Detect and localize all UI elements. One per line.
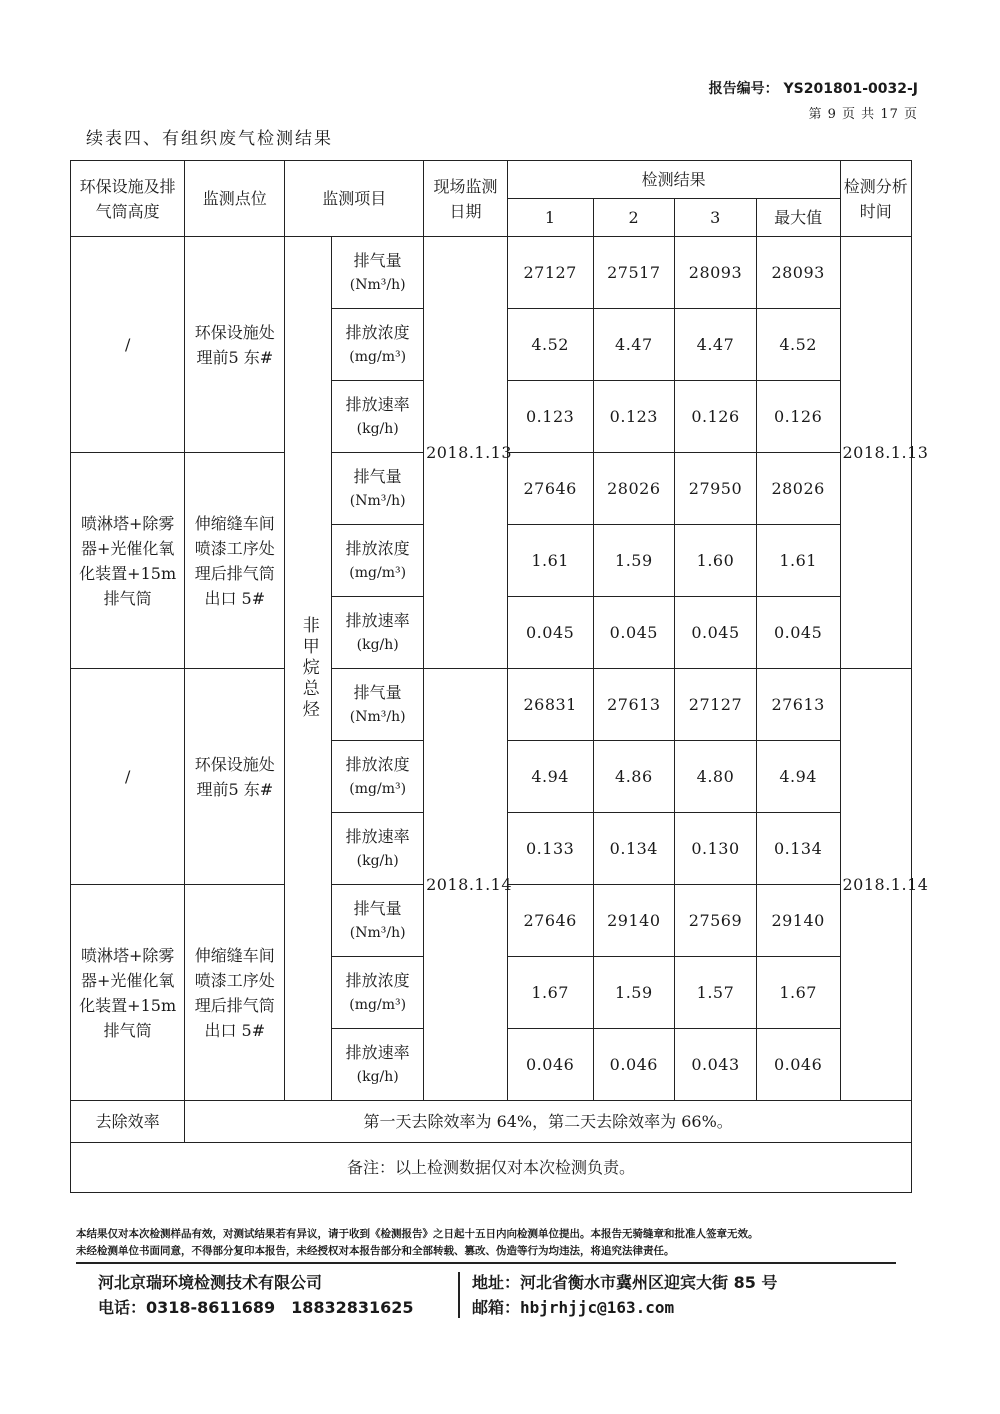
value-cell: 0.046	[756, 1029, 840, 1101]
facility-cell: 喷淋塔+除雾器+光催化氧化装置+15m 排气筒	[71, 885, 185, 1101]
param-unit: (Nm³/h)	[349, 708, 406, 725]
report-number: 报告编号： YS201801-0032-J	[708, 81, 918, 97]
param-unit: (Nm³/h)	[349, 924, 406, 941]
value-cell: 0.045	[675, 597, 757, 669]
param-name: 排放速率	[345, 1042, 410, 1062]
value-cell: 27646	[507, 453, 593, 525]
param-unit: (kg/h)	[356, 1068, 399, 1085]
value-cell: 0.045	[507, 597, 593, 669]
value-cell: 26831	[507, 669, 593, 741]
value-cell: 1.61	[507, 525, 593, 597]
value-cell: 27517	[593, 237, 675, 309]
email-label: 邮箱：	[472, 1298, 521, 1317]
address: 地址：河北省衡水市冀州区迎宾大街 85 号	[472, 1273, 778, 1292]
param-unit: (Nm³/h)	[349, 492, 406, 509]
value-cell: 4.80	[675, 741, 757, 813]
param-cell	[332, 309, 424, 381]
value-cell: 27569	[675, 885, 757, 957]
value-cell: 28026	[756, 453, 840, 525]
param-cell	[332, 453, 424, 525]
param-cell	[332, 597, 424, 669]
contact-separator	[458, 1272, 460, 1318]
param-cell	[332, 741, 424, 813]
point-cell: 环保设施处理前5 东#	[185, 237, 285, 453]
phone: 电话：0318-8611689 18832831625	[98, 1298, 414, 1317]
facility-cell: /	[71, 669, 185, 885]
value-cell: 4.52	[756, 309, 840, 381]
analysis-time-cell: 2018.1.14	[840, 669, 912, 1101]
param-unit: (kg/h)	[356, 636, 399, 653]
value-cell: 27950	[675, 453, 757, 525]
footer	[76, 1226, 916, 1320]
email: hbjrhjjc@163.com	[520, 1298, 675, 1317]
value-cell: 0.043	[675, 1029, 757, 1101]
value-cell: 27127	[675, 669, 757, 741]
facility-cell: /	[71, 237, 185, 453]
monitor-item-label: 非甲烷总烃	[298, 616, 319, 721]
value-cell: 0.045	[756, 597, 840, 669]
value-cell: 1.59	[593, 525, 675, 597]
param-name: 排放速率	[345, 610, 410, 630]
point-cell: 环保设施处理前5 东#	[185, 669, 285, 885]
param-unit: (mg/m³)	[349, 348, 407, 365]
value-cell: 1.67	[756, 957, 840, 1029]
value-cell: 4.47	[675, 309, 757, 381]
value-cell: 4.94	[756, 741, 840, 813]
point-cell: 伸缩缝车间喷漆工序处理后排气筒出口 5#	[185, 885, 285, 1101]
value-cell: 28093	[756, 237, 840, 309]
value-cell: 27127	[507, 237, 593, 309]
value-cell: 0.126	[675, 381, 757, 453]
point-cell: 伸缩缝车间喷漆工序处理后排气筒出口 5#	[185, 453, 285, 669]
param-name: 排放速率	[345, 394, 410, 414]
param-cell	[332, 381, 424, 453]
param-cell	[332, 813, 424, 885]
header-date: 现场监测日期	[424, 161, 508, 237]
header-results: 检测结果	[507, 161, 840, 199]
header-result-1: 1	[507, 199, 593, 237]
disclaimer-line-1: 本结果仅对本次检测样品有效，对测试结果若有异议，请于收到《检测报告》之日起十五日内向检测单位提出。本报告无骑缝章和批准人签章无效。	[76, 1228, 759, 1240]
header-facility: 环保设施及排气筒高度	[71, 161, 185, 237]
value-cell: 27646	[507, 885, 593, 957]
value-cell: 29140	[756, 885, 840, 957]
email-line	[472, 1295, 777, 1320]
value-cell: 0.134	[756, 813, 840, 885]
value-cell: 1.59	[593, 957, 675, 1029]
param-cell	[332, 237, 424, 309]
header-item: 监测项目	[285, 161, 424, 237]
footer-divider	[76, 1262, 896, 1264]
param-name: 排气量	[353, 898, 402, 918]
value-cell: 0.133	[507, 813, 593, 885]
value-cell: 1.67	[507, 957, 593, 1029]
value-cell: 4.47	[593, 309, 675, 381]
value-cell: 29140	[593, 885, 675, 957]
param-name: 排放浓度	[345, 970, 410, 990]
value-cell: 1.57	[675, 957, 757, 1029]
value-cell: 4.86	[593, 741, 675, 813]
param-unit: (kg/h)	[356, 852, 399, 869]
results-table	[70, 160, 929, 1193]
value-cell: 28026	[593, 453, 675, 525]
value-cell: 0.123	[593, 381, 675, 453]
disclaimer-line-2: 未经检测单位书面同意，不得部分复印本报告，未经授权对本报告部分和全部转载、篡改、伪造等行为均违法，将追究法律责任。	[76, 1245, 675, 1257]
contact-info	[76, 1270, 916, 1320]
header-point: 监测点位	[185, 161, 285, 237]
header-analysis-time: 检测分析时间	[840, 161, 912, 237]
param-unit: (kg/h)	[356, 420, 399, 437]
header-result-3: 3	[675, 199, 757, 237]
page-number: 第 9 页 共 17 页	[808, 107, 918, 122]
analysis-time-cell: 2018.1.13	[840, 237, 912, 669]
value-cell: 27613	[756, 669, 840, 741]
param-name: 排放速率	[345, 826, 410, 846]
param-name: 排放浓度	[345, 322, 410, 342]
value-cell: 28093	[675, 237, 757, 309]
value-cell: 4.52	[507, 309, 593, 381]
param-name: 排气量	[353, 466, 402, 486]
table-title: 续表四、有组织废气检测结果	[86, 129, 333, 149]
param-name: 排放浓度	[345, 754, 410, 774]
param-cell	[332, 885, 424, 957]
value-cell: 0.046	[593, 1029, 675, 1101]
header-result-2: 2	[593, 199, 675, 237]
value-cell: 0.123	[507, 381, 593, 453]
value-cell: 1.61	[756, 525, 840, 597]
header-result-max: 最大值	[756, 199, 840, 237]
monitor-item-cell	[285, 237, 332, 1101]
value-cell: 0.126	[756, 381, 840, 453]
remark: 备注：以上检测数据仅对本次检测负责。	[71, 1143, 912, 1193]
facility-cell: 喷淋塔+除雾器+光催化氧化装置+15m 排气筒	[71, 453, 185, 669]
value-cell: 27613	[593, 669, 675, 741]
param-name: 排气量	[353, 682, 402, 702]
value-cell: 4.94	[507, 741, 593, 813]
param-cell	[332, 525, 424, 597]
param-name: 排气量	[353, 250, 402, 270]
date-cell: 2018.1.14	[424, 669, 508, 1101]
param-unit: (Nm³/h)	[349, 276, 406, 293]
param-cell	[332, 669, 424, 741]
efficiency-value: 第一天去除效率为 64%，第二天去除效率为 66%。	[185, 1101, 912, 1143]
param-cell	[332, 1029, 424, 1101]
value-cell: 0.134	[593, 813, 675, 885]
param-unit: (mg/m³)	[349, 564, 407, 581]
value-cell: 1.60	[675, 525, 757, 597]
param-name: 排放浓度	[345, 538, 410, 558]
param-unit: (mg/m³)	[349, 780, 407, 797]
efficiency-label: 去除效率	[71, 1101, 185, 1143]
value-cell: 0.130	[675, 813, 757, 885]
value-cell: 0.045	[593, 597, 675, 669]
date-cell: 2018.1.13	[424, 237, 508, 669]
company-name: 河北京瑞环境检测技术有限公司	[98, 1273, 323, 1292]
param-unit: (mg/m³)	[349, 996, 407, 1013]
param-cell	[332, 957, 424, 1029]
value-cell: 0.046	[507, 1029, 593, 1101]
